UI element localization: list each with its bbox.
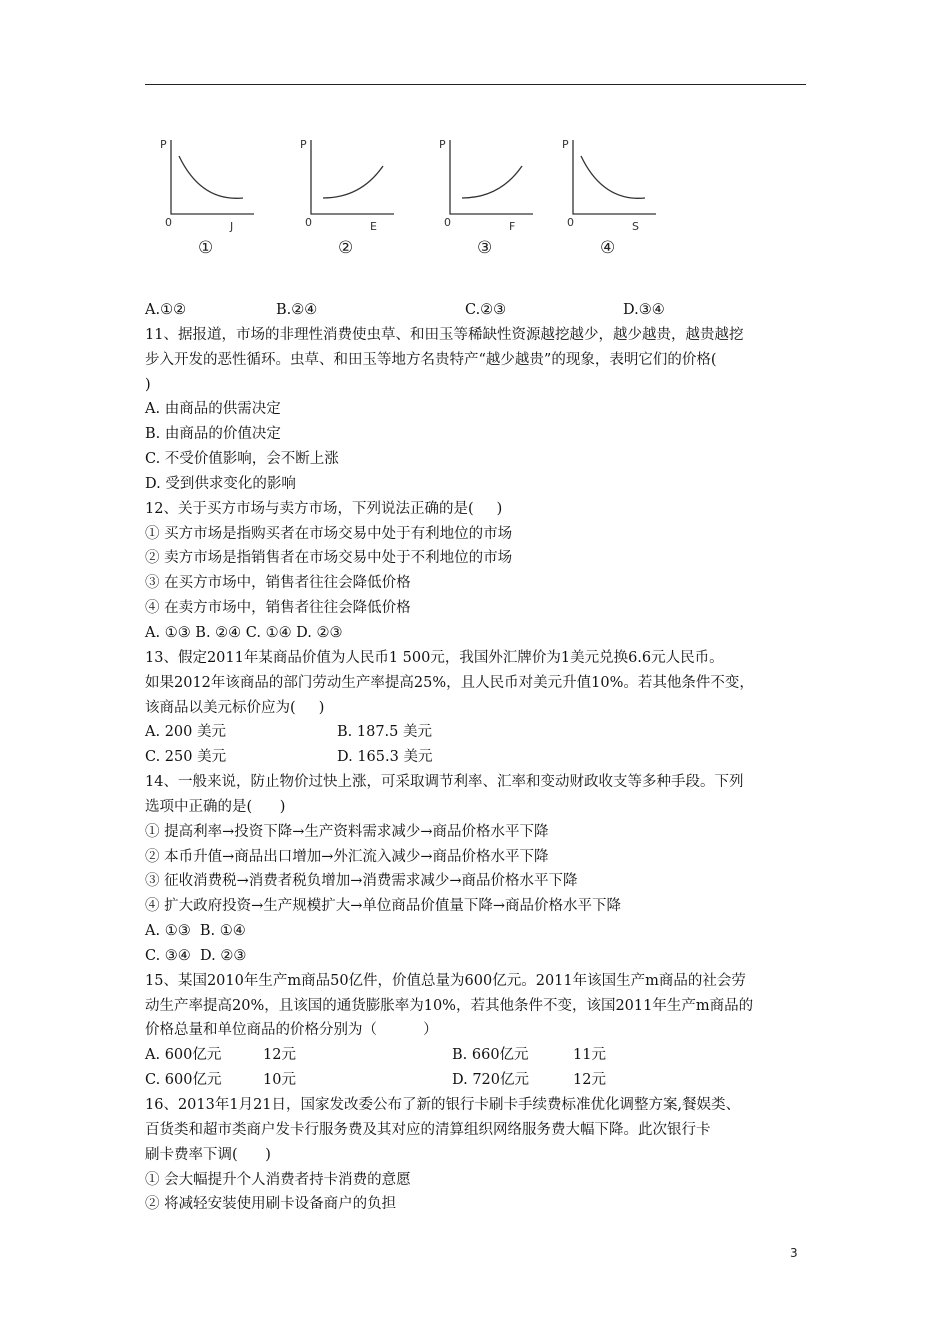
question-content [145, 298, 815, 1217]
graph-4 [552, 128, 677, 268]
q10-option-d: D.③④ [623, 302, 665, 318]
q11-stem-line: 步入开发的恶性循环。虫草、和田玉等地方名贵特产“越少越贵”的现象，表明它们的价格( [145, 351, 717, 368]
q12-item: ③ 在买方市场中，销售者往往会降低价格 [145, 575, 411, 592]
q13-options-row [145, 745, 815, 770]
graph-number: ④ [600, 238, 616, 258]
graph-1 [150, 128, 275, 268]
q10-option-b: B.②④ [276, 302, 318, 318]
q13-stem-line: 13、假定2011年某商品价值为人民币1 500元，我国外汇牌价为1美元兑换6.6元人民币。 [145, 649, 724, 666]
supply-demand-graphs [150, 128, 670, 268]
q13-option-b: B. 187.5 美元 [337, 724, 432, 741]
graph-3 [429, 128, 554, 268]
q12-item: ② 卖方市场是指销售者在市场交易中处于不利地位的市场 [145, 550, 513, 567]
q13-stem-line: 如果2012年该商品的部门劳动生产率提高25%，且人民币对美元升值10%。若其他条件不变， [145, 674, 754, 691]
q14-item: ④ 扩大政府投资→生产规模扩大→单位商品价值量下降→商品价格水平下降 [145, 898, 622, 915]
origin-label: 0 [444, 216, 451, 229]
q11-stem-line: ) [145, 376, 151, 393]
q15-option-b-unit: 11元 [573, 1047, 606, 1064]
q10-options [145, 298, 815, 323]
q15-stem-line: 15、某国2010年生产m商品50亿件，价值总量为600亿元。2011年该国生产m商品的社会劳 [145, 972, 746, 989]
q15-option-d-unit: 12元 [573, 1072, 606, 1089]
y-axis-label: P [300, 138, 307, 151]
q10-option-a: A.①② [145, 302, 187, 318]
q15-option-b-total: B. 660亿元 [452, 1047, 529, 1064]
q13-stem-line: 该商品以美元标价应为( ) [145, 699, 325, 716]
q12-item: ④ 在卖方市场中，销售者往往会降低价格 [145, 600, 411, 617]
q14-item: ③ 征收消费税→消费者税负增加→消费需求减少→商品价格水平下降 [145, 873, 578, 890]
q14-options: A. ①③ B. ①④ [145, 923, 246, 940]
price-curve [462, 166, 522, 198]
graph-2 [290, 128, 415, 268]
q16-stem-line: 16、2013年1月21日，国家发改委公布了新的银行卡刷卡手续费标准优化调整方案,餐娱类、 [145, 1097, 741, 1113]
graph-number: ① [198, 238, 214, 258]
q11-option-c: C. 不受价值影响，会不断上涨 [145, 451, 339, 468]
graph-axes [171, 140, 254, 214]
q13-option-a: A. 200 美元 [145, 724, 226, 741]
q15-options-row [145, 1043, 815, 1068]
q16-item: ① 会大幅提升个人消费者持卡消费的意愿 [145, 1171, 411, 1188]
origin-label: 0 [305, 216, 312, 229]
q15-option-c-unit: 10元 [263, 1072, 296, 1089]
q14-options: C. ③④ D. ②③ [145, 947, 247, 964]
q15-option-a-unit: 12元 [263, 1047, 296, 1064]
graph-number: ③ [477, 238, 493, 258]
q15-option-a-total: A. 600亿元 [145, 1047, 222, 1064]
q10-option-c: C.②③ [465, 302, 507, 318]
q14-stem-line: 14、一般来说，防止物价过快上涨，可采取调节利率、汇率和变动财政收支等多种手段。下列 [145, 774, 744, 791]
q16-stem-line: 百货类和超市类商户发卡行服务费及其对应的清算组织网络服务费大幅下降。此次银行卡 [145, 1121, 711, 1138]
q13-options-row [145, 720, 815, 745]
x-axis-label: S [632, 220, 639, 233]
q16-stem-line: 刷卡费率下调( ) [145, 1146, 271, 1163]
x-axis-label: F [509, 220, 516, 233]
q12-stem: 12、关于买方市场与卖方市场，下列说法正确的是( ) [145, 500, 503, 517]
q11-option-a: A. 由商品的供需决定 [145, 401, 281, 418]
x-axis-label: J [230, 220, 234, 233]
y-axis-label: P [439, 138, 446, 151]
q12-item: ① 买方市场是指购买者在市场交易中处于有利地位的市场 [145, 525, 513, 542]
price-curve [179, 156, 243, 198]
x-axis-label: E [370, 220, 377, 233]
page-number: 3 [790, 1246, 798, 1260]
price-curve [581, 156, 645, 198]
q14-item: ② 本币升值→商品出口增加→外汇流入减少→商品价格水平下降 [145, 848, 549, 865]
q15-option-c-total: C. 600亿元 [145, 1072, 222, 1089]
q13-option-c: C. 250 美元 [145, 749, 227, 766]
q16-item: ② 将减轻安装使用刷卡设备商户的负担 [145, 1196, 397, 1213]
q13-option-d: D. 165.3 美元 [337, 749, 433, 766]
graph-axes [450, 140, 533, 214]
q14-stem-line: 选项中正确的是( ) [145, 798, 286, 815]
q11-stem-line: 11、据报道，市场的非理性消费使虫草、和田玉等稀缺性资源越挖越少，越少越贵，越贵越挖 [145, 326, 744, 343]
q11-option-b: B. 由商品的价值决定 [145, 426, 281, 443]
q14-item: ① 提高利率→投资下降→生产资料需求减少→商品价格水平下降 [145, 823, 549, 840]
q15-stem-line: 动生产率提高20%，且该国的通货膨胀率为10%，若其他条件不变，该国2011年生产m商品的 [145, 997, 754, 1014]
y-axis-label: P [562, 138, 569, 151]
q12-options: A. ①③ B. ②④ C. ①④ D. ②③ [145, 624, 343, 641]
header-rule [145, 84, 806, 85]
q11-option-d: D. 受到供求变化的影响 [145, 475, 296, 492]
graph-axes [311, 140, 394, 214]
q15-stem-line: 价格总量和单位商品的价格分别为（ ） [145, 1022, 438, 1039]
graph-axes [573, 140, 656, 214]
graph-number: ② [338, 238, 354, 258]
q15-options-row [145, 1068, 815, 1093]
y-axis-label: P [160, 138, 167, 151]
origin-label: 0 [165, 216, 172, 229]
price-curve [323, 166, 383, 198]
q15-option-d-total: D. 720亿元 [452, 1072, 530, 1089]
origin-label: 0 [567, 216, 574, 229]
